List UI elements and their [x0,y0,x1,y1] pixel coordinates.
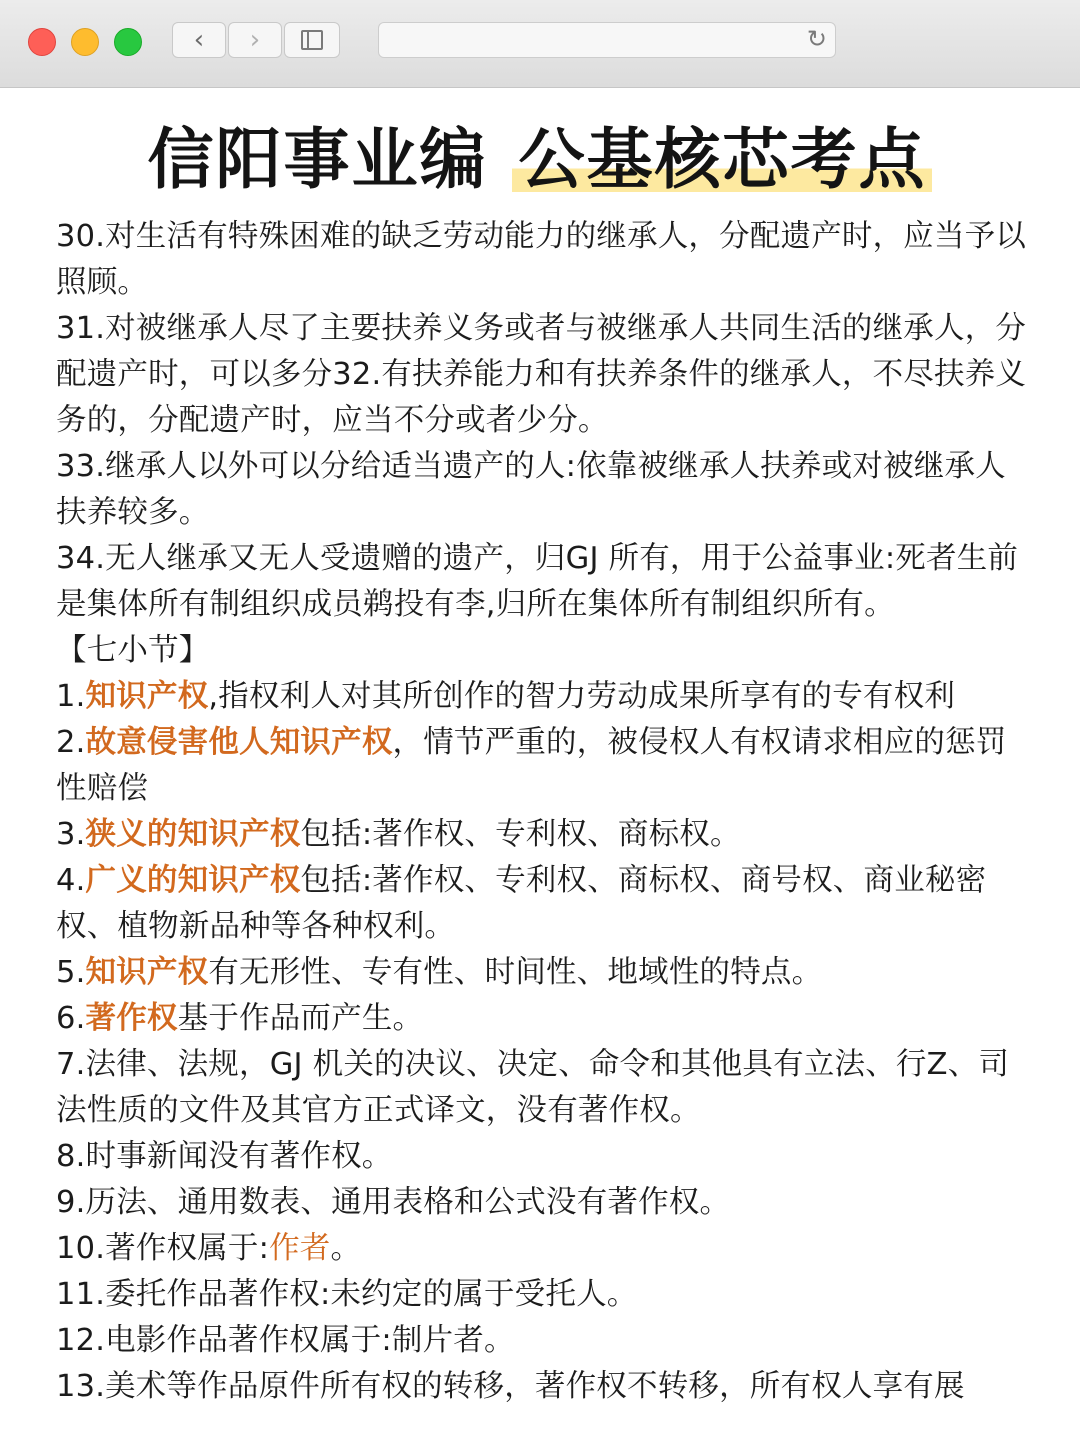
point-6: 6.著作权基于作品而产生。 [56,1001,424,1036]
minimize-window-button[interactable] [71,28,99,56]
point-5: 5.知识产权有无形性、专有性、时间性、地域性的特点。 [56,955,823,990]
chevron-right-icon: › [249,25,261,55]
reload-icon[interactable]: ↻ [806,25,827,53]
point-1: 1.知识产权,指权利人对其所创作的智力劳动成果所享有的专有权利 [56,679,956,714]
point-3: 3.狭义的知识产权包括:著作权、专利权、商标权。 [56,817,741,852]
point-9: 9.历法、通用数表、通用表格和公式没有著作权。 [56,1185,731,1220]
forward-button[interactable] [228,22,282,58]
point-11: 11.委托作品著作权:未约定的属于受托人。 [56,1277,638,1312]
point-13: 13.美术等作品原件所有权的转移，著作权不转移，所有权人享有展 [56,1369,965,1404]
keyword: 故意侵害他人知识产权 [85,725,393,760]
note-34: 34.无人继承又无人受遗赠的遗产，归GJ 所有，用于公益事业:死者生前是集体所有制组织成员鹈投有李,归所在集体所有制组织所有。 [56,541,1019,622]
browser-toolbar [0,0,1080,88]
back-button[interactable] [172,22,226,58]
notes-body [56,214,1032,1410]
note-31-32: 31.对被继承人尽了主要扶养义务或者与被继承人共同生活的继承人，分配遗产时，可以多分32.有扶养能力和有扶养条件的继承人，不尽扶养义务的，分配遗产时，应当不分或者少分。 [56,311,1027,438]
keyword: 作者 [269,1231,331,1266]
zoom-window-button[interactable] [114,28,142,56]
keyword: 知识产权 [85,679,209,714]
page-title [0,112,1080,208]
note-33: 33.继承人以外可以分给适当遗产的人:依靠被继承人扶养或对被继承人扶养较多。 [56,449,1006,530]
sidebar-icon [301,30,323,50]
keyword: 广义的知识产权 [85,863,301,898]
keyword: 狭义的知识产权 [85,817,301,852]
note-30: 30.对生活有特殊困难的缺乏劳动能力的继承人，分配遗产时，应当予以照顾。 [56,219,1027,300]
point-8: 8.时事新闻没有著作权。 [56,1139,393,1174]
title-part-2-highlighted: 公基核芯考点 [512,121,932,198]
title-part-1: 信阳事业编 [147,121,488,198]
point-2: 2.故意侵害他人知识产权，情节严重的，被侵权人有权请求相应的惩罚性赔偿 [56,725,1007,806]
close-window-button[interactable] [28,28,56,56]
keyword: 著作权 [85,1001,178,1036]
chevron-left-icon: ‹ [193,25,205,55]
address-bar[interactable] [378,22,836,58]
point-7: 7.法律、法规，GJ 机关的决议、决定、命令和其他具有立法、行Z、司法性质的文件及其官方正式译文，没有著作权。 [56,1047,1010,1128]
section-heading: 【七小节】 [56,633,210,668]
point-4: 4.广义的知识产权包括:著作权、专利权、商标权、商号权、商业秘密权、植物新品种等各种权利。 [56,863,987,944]
point-12: 12.电影作品著作权属于:制片者。 [56,1323,515,1358]
keyword: 知识产权 [85,955,209,990]
point-10: 10.著作权属于:作者。 [56,1231,362,1266]
sidebar-toggle-button[interactable] [284,22,340,58]
